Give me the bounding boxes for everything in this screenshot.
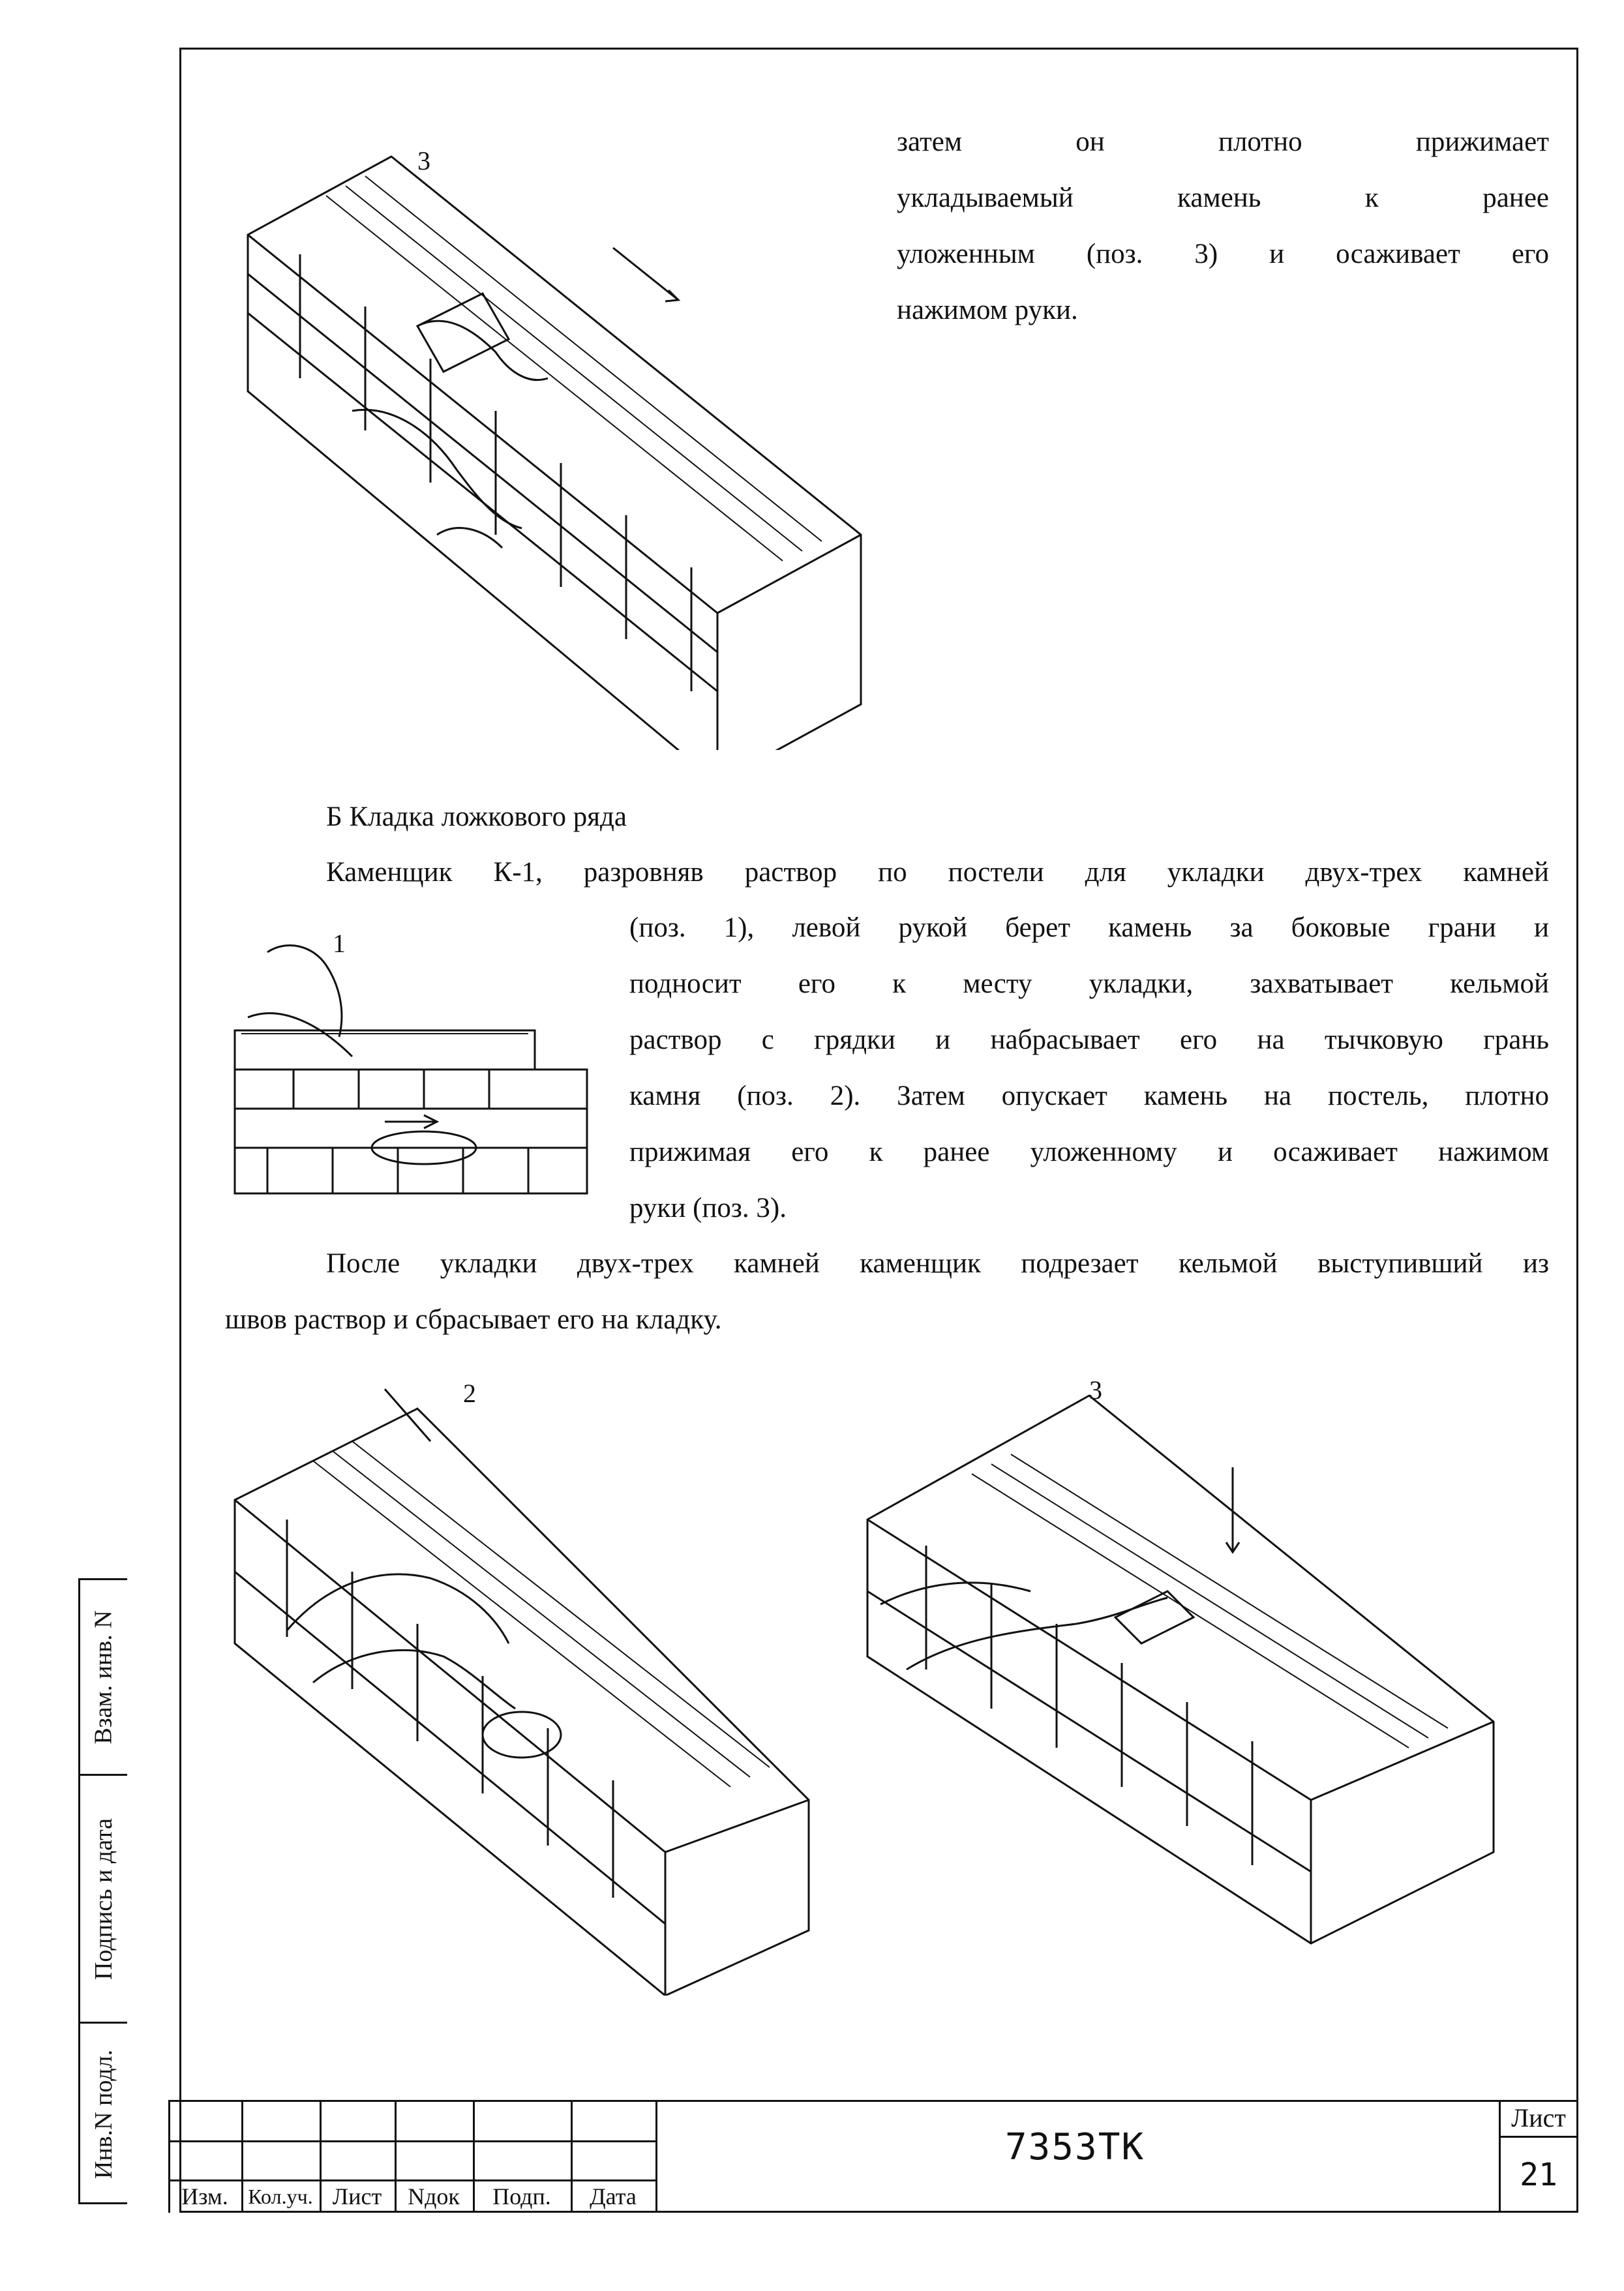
header-izm: Изм. [181,2183,228,2209]
figure-bottom-left-label: 2 [463,1379,476,1408]
header-list: Лист [332,2183,382,2209]
grid-line [168,2140,657,2142]
sheet-number: 21 [1520,2157,1557,2193]
paragraph-1 [897,114,1549,338]
paragraph-1-line-3: уложенным (поз. 3) и осаживает его [897,239,1549,269]
section-b-body-line-1: (поз. 1), левой рукой берет камень за боковые грани и [629,912,1549,943]
sheet-label: Лист [1499,2100,1578,2138]
figure-bottom-right-pressing [854,1356,1507,1956]
side-stamp-original-inv: Инв.N подл. [90,2049,118,2179]
header-ndok: Nдок [408,2183,460,2209]
header-podp: Подп. [492,2183,551,2209]
side-stamp-signature-cell [80,1776,127,2024]
side-stamp-signature-date: Подпись и дата [90,1818,118,1980]
side-stamp-original-cell [80,2024,127,2204]
paragraph-2-line-2: швов раствор и сбрасывает его на кладку. [225,1304,722,1335]
side-stamp-replacement-cell [80,1580,127,1776]
header-data: Дата [590,2183,637,2209]
section-b-intro [326,845,1549,901]
header-kol-uch: Кол.уч. [248,2185,313,2208]
section-b-body-line-6: руки (поз. 3). [629,1193,787,1223]
paragraph-1-line-2: укладываемый камень к ранее [897,183,1549,213]
figure-bottom-left-mortar [222,1370,822,1996]
paragraph-1-line-4: нажимом руки. [897,295,1078,325]
side-stamp [78,1578,127,2204]
figure-section-b-label: 1 [333,929,346,958]
paragraph-1-line-1: затем он плотно прижимает [897,127,1549,157]
section-b-intro-line: Каменщик К-1, разровняв раствор по постели для укладки двух-трех камней [326,857,1549,888]
figure-bottom-right-label: 3 [1089,1375,1102,1405]
side-stamp-replacement-inv: Взам. инв. N [90,1610,118,1744]
figure-top-wall-laying [222,130,874,750]
section-b-body-line-4: камня (поз. 2). Затем опускает камень на постель, плотно [629,1081,1549,1111]
section-b-body-line-2: подносит его к месту укладки, захватывает кельмой [629,968,1549,999]
figure-top-label: 3 [417,146,430,175]
paragraph-2-line-1: После укладки двух-трех камней каменщик подрезает кельмой выступивший из [326,1248,1549,1279]
section-b-body [629,900,1549,1236]
title-block [168,2100,1578,2213]
grid-line [655,2100,657,2213]
section-b-body-line-5: прижимая его к ранее уложенному и осаживает нажимом [629,1137,1549,1167]
document-code: 7353ТК [1004,2126,1145,2168]
section-b-heading: Б Кладка ложкового ряда [326,801,627,832]
paragraph-2 [225,1236,1549,1348]
figure-section-b-laying [228,926,594,1200]
section-b-body-line-3: раствор с грядки и набрасывает его на тычковую грань [629,1025,1549,1055]
